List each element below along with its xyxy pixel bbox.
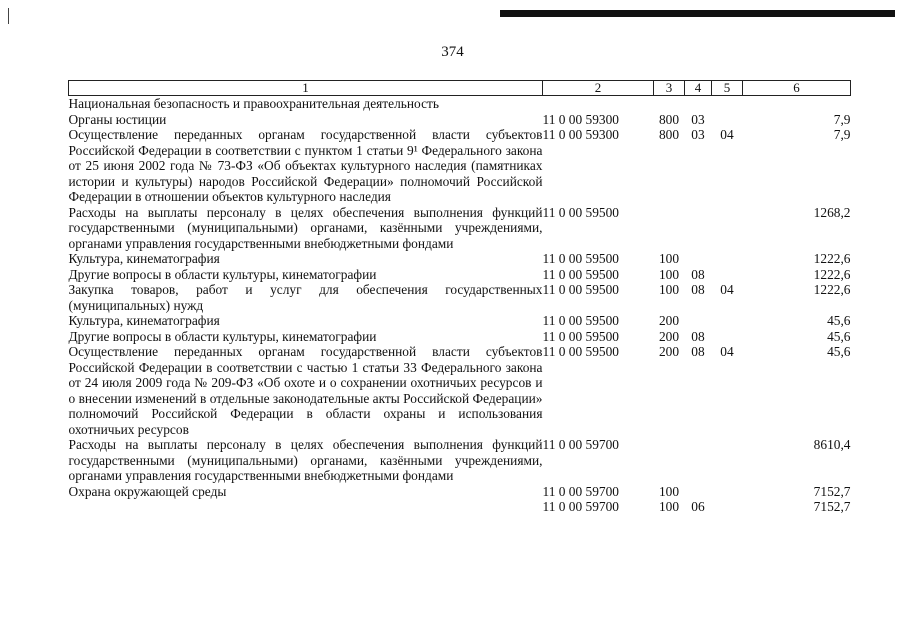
table-row [69,499,851,515]
row-amount: 1222,6 [813,251,851,266]
row-amount: 7152,7 [813,499,851,514]
row-amount: 7,9 [833,111,851,127]
row-section [685,251,712,267]
row-section: 08 [691,344,705,359]
row-amount: 8610,4 [813,437,851,452]
row-subsection [712,313,743,329]
column-header-2: 2 [543,81,654,96]
row-subsection: 04 [720,282,734,297]
row-subsection [712,437,743,484]
column-header-3: 3 [654,81,685,96]
table-row [69,344,851,437]
column-header-1: 1 [69,81,543,96]
row-expense-type: 200 [658,328,680,344]
row-description: Культура, кинематография [68,313,220,328]
row-description: Осуществление переданных органам государственной власти субъектов Российской Федерации в соответствии с частью 1 статьи 33 Федерального закона от 24 июля 2009 года № 209-ФЗ «Об охоте и о сохранении охотничьих ресурсов и о внесении изменений в отдельные законодательные акты Российской Федерации» полномочий Российской Федерации в области охраны и использования охотничьих ресурсов [68,344,543,437]
row-expense-type: 100 [658,499,680,514]
row-target-code: 11 0 00 59500 [542,251,619,266]
table-row [69,251,851,267]
row-subsection [712,267,743,283]
top-scan-bar [500,10,895,17]
row-section: 06 [691,499,705,514]
row-target-code: 11 0 00 59500 [542,313,619,328]
row-subsection [712,251,743,267]
row-description: Расходы на выплаты персоналу в целях обеспечения выполнения функций государственными (муниципальными) органами, казёнными учреждениями, органами управления государственными внебюджетными фондами [68,204,543,251]
table-row [69,484,851,500]
row-amount [743,96,851,112]
row-target-code: 11 0 00 59700 [542,437,619,452]
table-row [69,96,851,112]
row-description: Органы юстиции [68,111,167,127]
table-row [69,205,851,252]
row-description: Охрана окружающей среды [68,483,227,499]
row-description: Другие вопросы в области культуры, кинематографии [68,266,377,282]
row-description: Другие вопросы в области культуры, кинематографии [68,328,377,344]
row-section: 08 [691,328,705,344]
row-subsection [712,499,743,515]
row-section [685,313,712,329]
row-expense-type [654,205,685,252]
table-row [69,112,851,128]
row-subsection [712,112,743,128]
row-target-code: 11 0 00 59300 [542,127,619,142]
row-target-code: 11 0 00 59500 [542,328,619,344]
table-row [69,313,851,329]
row-description: Культура, кинематография [68,251,220,266]
row-description: Расходы на выплаты персоналу в целях обеспечения выполнения функций государственными (муниципальными) органами, казёнными учреждениями, органами управления государственными внебюджетными фондами [68,437,543,483]
table-row [69,282,851,313]
row-amount: 1222,6 [813,266,851,282]
row-section: 03 [691,111,705,127]
column-header-5: 5 [712,81,743,96]
row-expense-type: 800 [658,111,680,127]
row-section: 08 [691,266,705,282]
left-edge-mark [8,8,9,24]
row-description: Закупка товаров, работ и услуг для обеспечения государственных (муниципальных) нужд [68,282,543,313]
row-section [685,484,712,500]
page-number: 374 [441,44,464,60]
row-expense-type: 100 [658,266,680,282]
row-section: 03 [691,127,705,142]
row-expense-type: 200 [658,313,680,328]
row-amount: 7,9 [833,127,851,142]
table-row [69,329,851,345]
row-target-code: 11 0 00 59700 [542,483,619,499]
row-section [685,205,712,252]
row-description: Осуществление переданных органам государственной власти субъектов Российской Федерации в соответствии с пунктом 1 статьи 9¹ Федерального закона от 25 июня 2002 года № 73-ФЗ «Об объектах культурного наследия (памятниках истории и культуры) народов Российской Федерации» полномочий Российской Федерации в отношении объектов культурного наследия [68,127,543,204]
budget-table [68,80,851,515]
row-subsection [712,96,743,112]
column-header-4: 4 [685,81,712,96]
row-section [685,437,712,484]
row-target-code: 11 0 00 59500 [542,282,619,297]
column-header-6: 6 [743,81,851,96]
row-expense-type [654,96,685,112]
row-subsection [712,484,743,500]
table-row [69,437,851,484]
row-expense-type: 100 [658,282,680,297]
row-expense-type: 800 [658,127,680,142]
row-amount: 7152,7 [813,483,851,499]
row-target-code: 11 0 00 59300 [542,111,619,127]
row-subsection [712,329,743,345]
row-subsection [712,205,743,252]
row-amount: 1222,6 [813,282,851,297]
row-expense-type: 200 [658,344,680,359]
row-target-code: 11 0 00 59700 [542,499,619,514]
row-target-code: 11 0 00 59500 [542,204,619,220]
row-description [69,499,543,515]
table-row [69,267,851,283]
row-subsection: 04 [720,127,734,142]
row-target-code: 11 0 00 59500 [542,266,619,282]
row-expense-type: 100 [658,483,680,499]
row-target-code: 11 0 00 59500 [542,344,619,359]
row-section: 08 [691,282,705,297]
row-expense-type [654,437,685,484]
table-row [69,127,851,205]
row-expense-type: 100 [658,251,680,266]
row-amount: 45,6 [827,328,851,344]
row-subsection: 04 [720,344,734,359]
row-section [685,96,712,112]
row-amount: 1268,2 [813,204,851,220]
row-description: Национальная безопасность и правоохранительная деятельность [68,96,439,111]
row-target-code [543,96,654,112]
row-amount: 45,6 [827,313,851,328]
row-amount: 45,6 [827,344,851,359]
table-header-row [69,81,851,96]
